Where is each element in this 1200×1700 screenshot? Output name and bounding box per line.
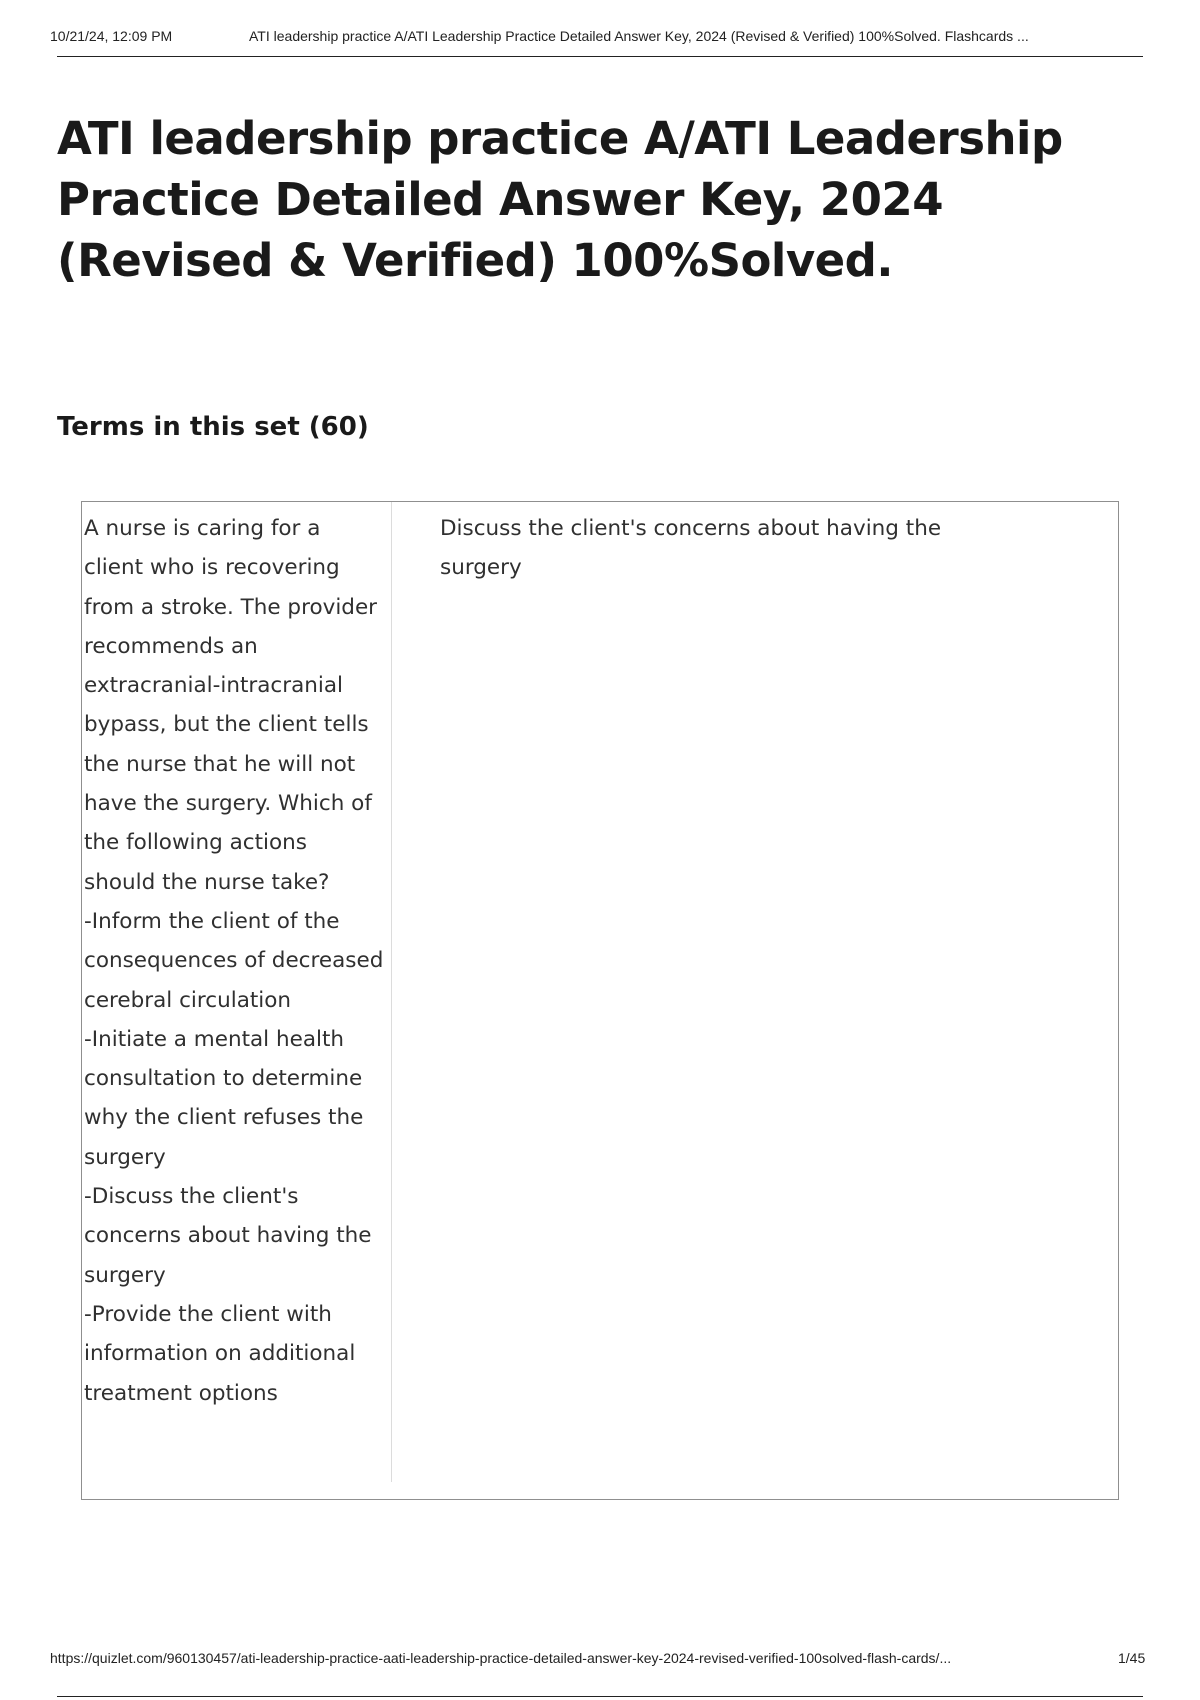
terms-count-heading: Terms in this set (60) <box>57 412 369 442</box>
header-divider <box>57 56 1143 57</box>
page-number: 1/45 <box>1118 1650 1146 1666</box>
print-datetime: 10/21/24, 12:09 PM <box>50 28 173 44</box>
flashcard-term: A nurse is caring for a client who is recovering from a stroke. The provider recommends an extracranial-intracranial bypass, but the client tells the nurse that he will not have the surgery. Which of the following actions should the nurse take? -Inform the client of the consequences of decreased cerebral circulation -Initiate a mental health consultation to determine why the client refuses the surgery -Discuss the client's concerns about having the surgery -Provide the client with information on additional treatment options <box>84 516 384 1406</box>
flashcard-definition: Discuss the client's concerns about having the surgery <box>440 516 942 581</box>
flashcard-term-row <box>81 501 1119 1500</box>
print-source-url: https://quizlet.com/960130457/ati-leadership-practice-aati-leadership-practice-detailed-answer-key-2024-revised-verified-100solved-flash-cards/... <box>50 1650 952 1666</box>
print-document-title: ATI leadership practice A/ATI Leadership Practice Detailed Answer Key, 2024 (Revised & Verified) 100%Solved. Flashcards ... <box>249 28 1029 44</box>
page-title: ATI leadership practice A/ATI Leadership Practice Detailed Answer Key, 2024 (Revised & Verified) 100%Solved. <box>57 112 1063 287</box>
footer-divider <box>57 1696 1143 1697</box>
term-definition-divider <box>391 502 392 1482</box>
